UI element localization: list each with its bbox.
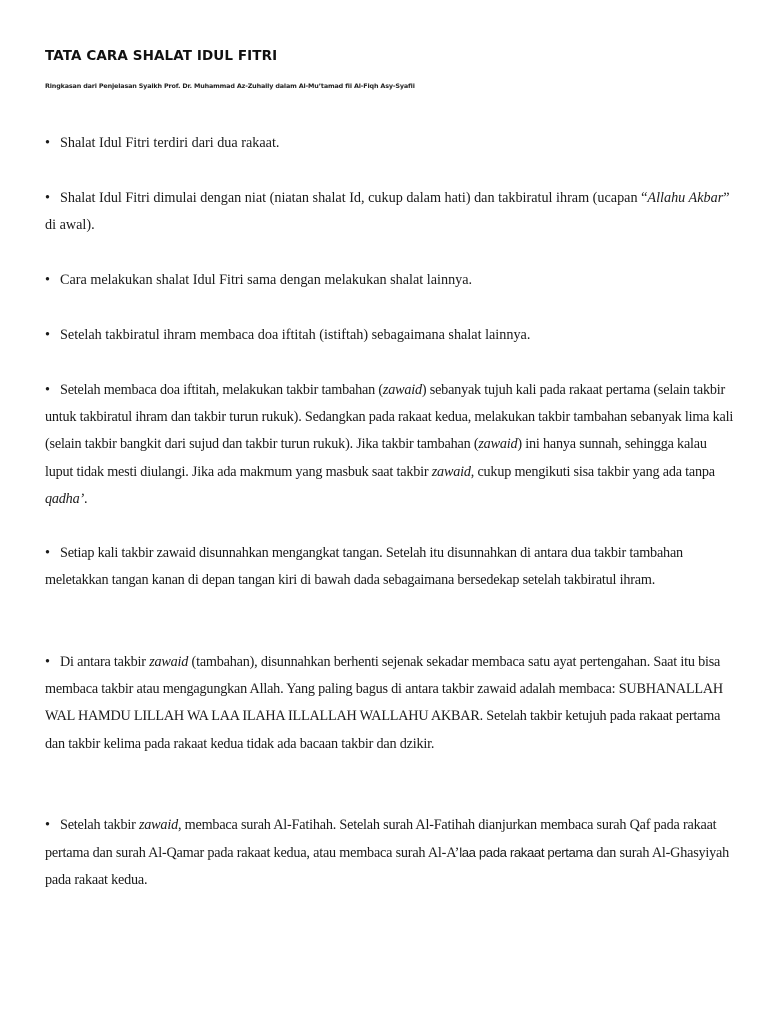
item-text: , membaca surah Al-Fatihah. Setelah surah Al-Fatihah dianjurkan membaca surah Qaf pada rakaat pertama dan surah Al-Qamar pada rakaat kedua, atau membaca surah Al-A’: [45, 817, 717, 862]
item-text: dan surah Al-Ghasyiyah pada rakaat kedua.: [45, 845, 730, 889]
list-item: [45, 185, 735, 239]
list-item: [45, 322, 735, 349]
bullet-icon: •: [45, 190, 50, 206]
item-text: Setelah membaca doa iftitah, melakukan takbir tambahan (: [60, 382, 383, 398]
bullet-icon: •: [45, 327, 50, 343]
list-item: [45, 540, 735, 594]
item-italic-term: qadha’: [45, 490, 84, 507]
list-item: [45, 812, 735, 895]
list-item: [45, 377, 735, 513]
list-item: [45, 130, 735, 157]
bullet-icon: •: [45, 545, 50, 561]
bullet-icon: •: [45, 382, 50, 398]
item-text: Shalat Idul Fitri dimulai dengan niat (niatan shalat Id, cukup dalam hati) dan takbiratul ihram (ucapan “: [60, 190, 648, 206]
bullet-icon: •: [45, 135, 50, 151]
document-subtitle: Ringkasan dari Penjelasan Syaikh Prof. Dr. Muhammad Az-Zuhaily dalam Al-Mu’tamad fii Al-Fiqh Asy-Syafii: [45, 82, 415, 90]
item-italic-term: zawaid: [138, 817, 178, 833]
item-text: Di antara takbir: [60, 654, 150, 670]
item-text: .: [84, 490, 88, 507]
document-title: TATA CARA SHALAT IDUL FITRI: [45, 48, 278, 64]
list-item: [45, 267, 735, 294]
item-italic-term: zawaid: [382, 382, 422, 398]
item-italic-term: zawaid: [478, 436, 518, 453]
item-text: (tambahan), disunnahkan berhenti sejenak sekadar membaca satu ayat pertengahan. Saat itu bisa membaca takbir atau mengagungkan Allah. Yang paling bagus di antara takbir zawaid adalah membaca: SUBHANALLAH WAL HAMDU LILLAH WA LAA ILAHA ILLALLAH WALLAHU AKBAR. Setelah takbir ketujuh pada rakaat pertama dan takbir kelima pada rakaat kedua tidak ada bacaan takbir dan dzikir.: [45, 654, 723, 752]
item-italic-term: zawaid: [431, 463, 471, 480]
item-italic-term: Allahu Akbar: [647, 190, 724, 206]
item-text: Setelah takbir: [60, 817, 139, 833]
item-text: ) sebanyak tujuh kali pada rakaat pertama (selain takbir untuk takbiratul ihram dan takbir turun rukuk). Sedangkan pada rakaat kedua, melakukan takbir tambahan sebanyak lima kali (selain takbir bangkit dari sujud dan takbir turun rukuk). Jika takbir tambahan (: [45, 382, 734, 453]
bullet-icon: •: [45, 654, 50, 670]
item-text: Shalat Idul Fitri terdiri dari dua rakaat.: [60, 135, 280, 151]
item-text: ” di awal).: [45, 190, 730, 234]
bullet-icon: •: [45, 272, 50, 288]
item-text: , cukup mengikuti sisa takbir yang ada tanpa: [470, 463, 715, 480]
item-text: Setelah takbiratul ihram membaca doa iftitah (istiftah) sebagaimana shalat lainnya.: [60, 327, 531, 343]
item-text: laa pada rakaat pertama: [459, 845, 593, 861]
list-item: [45, 649, 735, 758]
item-text: ) ini hanya sunnah, sehingga kalau luput tidak mesti diulangi. Jika ada makmum yang masbuk saat takbir: [45, 436, 707, 480]
bullet-icon: •: [45, 817, 50, 833]
item-text: Setiap kali takbir zawaid disunnahkan mengangkat tangan. Setelah itu disunnahkan di antara dua takbir tambahan meletakkan tangan kanan di depan tangan kiri di bawah dada sebagaimana bersedekap setelah takbiratul ihram.: [45, 545, 683, 589]
item-text: Cara melakukan shalat Idul Fitri sama dengan melakukan shalat lainnya.: [60, 272, 473, 288]
item-italic-term: zawaid: [149, 654, 189, 670]
